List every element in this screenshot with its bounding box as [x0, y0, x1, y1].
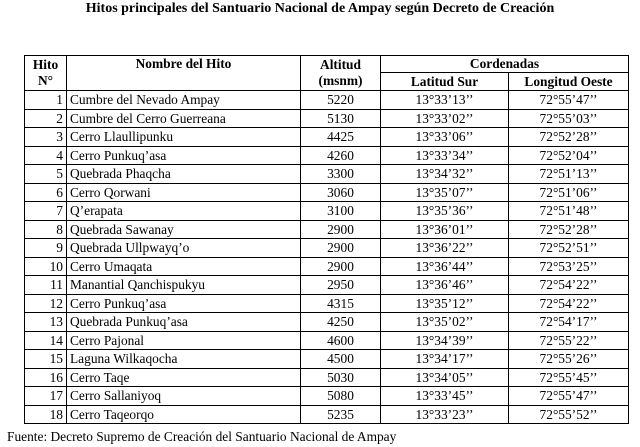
- latitude-cell: 13°33’13’’: [381, 91, 509, 110]
- hito-number-cell: 17: [25, 387, 67, 406]
- hito-number-cell: 1: [25, 91, 67, 110]
- header-hito-line1: Hito: [32, 57, 59, 72]
- table-row: [25, 91, 629, 110]
- longitude-cell: 72°54’17’’: [509, 313, 629, 332]
- hito-number-cell: 8: [25, 220, 67, 239]
- table-row: [25, 128, 629, 147]
- table-header-row: [25, 56, 629, 73]
- hito-number-cell: 5: [25, 165, 67, 184]
- header-coordenadas: Cordenadas: [381, 56, 629, 73]
- longitude-cell: 72°55’45’’: [509, 368, 629, 387]
- table-row: [25, 331, 629, 350]
- altitude-cell: 2900: [301, 239, 381, 258]
- latitude-cell: 13°33’45’’: [381, 387, 509, 406]
- longitude-cell: 72°51’13’’: [509, 165, 629, 184]
- header-altitud-line1: Altitud: [320, 57, 361, 72]
- latitude-cell: 13°34’17’’: [381, 350, 509, 369]
- longitude-cell: 72°52’51’’: [509, 239, 629, 258]
- altitude-cell: 3300: [301, 165, 381, 184]
- altitude-cell: 5130: [301, 109, 381, 128]
- hito-name-cell: Cerro Umaqata: [67, 257, 301, 276]
- longitude-cell: 72°55’26’’: [509, 350, 629, 369]
- hito-number-cell: 9: [25, 239, 67, 258]
- altitude-cell: 4250: [301, 313, 381, 332]
- hito-name-cell: Laguna Wilkaqocha: [67, 350, 301, 369]
- latitude-cell: 13°36’22’’: [381, 239, 509, 258]
- hito-name-cell: Quebrada Ullpwayq’o: [67, 239, 301, 258]
- altitude-cell: 4600: [301, 331, 381, 350]
- latitude-cell: 13°33’34’’: [381, 146, 509, 165]
- header-nombre: Nombre del Hito: [67, 56, 301, 91]
- latitude-cell: 13°36’44’’: [381, 257, 509, 276]
- header-hito: [25, 56, 67, 91]
- altitude-cell: 4500: [301, 350, 381, 369]
- altitude-cell: 4425: [301, 128, 381, 147]
- page-title: Hitos principales del Santuario Nacional de Ampay según Decreto de Creación: [85, 1, 555, 16]
- longitude-cell: 72°55’47’’: [509, 387, 629, 406]
- longitude-cell: 72°55’03’’: [509, 109, 629, 128]
- hito-name-cell: Q’erapata: [67, 202, 301, 221]
- longitude-cell: 72°54’22’’: [509, 294, 629, 313]
- latitude-cell: 13°33’06’’: [381, 128, 509, 147]
- hito-name-cell: Cerro Taqeorqo: [67, 405, 301, 424]
- source-footnote: Fuente: Decreto Supremo de Creación del Santuario Nacional de Ampay: [7, 429, 397, 444]
- longitude-cell: 72°51’06’’: [509, 183, 629, 202]
- hito-number-cell: 6: [25, 183, 67, 202]
- longitude-cell: 72°52’28’’: [509, 220, 629, 239]
- hito-number-cell: 16: [25, 368, 67, 387]
- hito-name-cell: Cumbre del Cerro Guerreana: [67, 109, 301, 128]
- table-row: [25, 257, 629, 276]
- table-row: [25, 405, 629, 424]
- longitude-cell: 72°54’22’’: [509, 276, 629, 295]
- latitude-cell: 13°33’02’’: [381, 109, 509, 128]
- latitude-cell: 13°35’12’’: [381, 294, 509, 313]
- table-row: [25, 202, 629, 221]
- table-row: [25, 220, 629, 239]
- altitude-cell: 2950: [301, 276, 381, 295]
- longitude-cell: 72°51’48’’: [509, 202, 629, 221]
- hito-name-cell: Cerro Qorwani: [67, 183, 301, 202]
- hito-name-cell: Cerro Sallaniyoq: [67, 387, 301, 406]
- hito-name-cell: Cerro Taqe: [67, 368, 301, 387]
- longitude-cell: 72°53’25’’: [509, 257, 629, 276]
- latitude-cell: 13°36’01’’: [381, 220, 509, 239]
- altitude-cell: 4260: [301, 146, 381, 165]
- latitude-cell: 13°34’32’’: [381, 165, 509, 184]
- hito-number-cell: 11: [25, 276, 67, 295]
- hito-number-cell: 18: [25, 405, 67, 424]
- header-altitud-line2: (msnm): [318, 73, 363, 88]
- table-row: [25, 368, 629, 387]
- altitude-cell: 5235: [301, 405, 381, 424]
- latitude-cell: 13°34’39’’: [381, 331, 509, 350]
- latitude-cell: 13°35’36’’: [381, 202, 509, 221]
- longitude-cell: 72°52’04’’: [509, 146, 629, 165]
- hito-number-cell: 15: [25, 350, 67, 369]
- latitude-cell: 13°33’23’’: [381, 405, 509, 424]
- longitude-cell: 72°55’52’’: [509, 405, 629, 424]
- hitos-table: [24, 55, 629, 424]
- longitude-cell: 72°55’22’’: [509, 331, 629, 350]
- header-latitud: Latitud Sur: [381, 73, 509, 91]
- hito-number-cell: 12: [25, 294, 67, 313]
- hito-number-cell: 3: [25, 128, 67, 147]
- latitude-cell: 13°35’02’’: [381, 313, 509, 332]
- table-row: [25, 109, 629, 128]
- latitude-cell: 13°35’07’’: [381, 183, 509, 202]
- table-body: [25, 91, 629, 424]
- table-row: [25, 313, 629, 332]
- table-row: [25, 146, 629, 165]
- hito-name-cell: Quebrada Sawanay: [67, 220, 301, 239]
- latitude-cell: 13°36’46’’: [381, 276, 509, 295]
- table-row: [25, 350, 629, 369]
- table-row: [25, 239, 629, 258]
- altitude-cell: 5080: [301, 387, 381, 406]
- hito-name-cell: Cerro Punkuq’asa: [67, 294, 301, 313]
- altitude-cell: 2900: [301, 220, 381, 239]
- altitude-cell: 4315: [301, 294, 381, 313]
- table-row: [25, 276, 629, 295]
- hito-number-cell: 7: [25, 202, 67, 221]
- hito-name-cell: Quebrada Punkuq’asa: [67, 313, 301, 332]
- hito-number-cell: 14: [25, 331, 67, 350]
- hito-name-cell: Cerro Llaullipunku: [67, 128, 301, 147]
- table-row: [25, 387, 629, 406]
- header-longitud: Longitud Oeste: [509, 73, 629, 91]
- altitude-cell: 3100: [301, 202, 381, 221]
- altitude-cell: 3060: [301, 183, 381, 202]
- hito-name-cell: Cerro Pajonal: [67, 331, 301, 350]
- longitude-cell: 72°52’28’’: [509, 128, 629, 147]
- header-hito-line2: N°: [37, 73, 54, 88]
- longitude-cell: 72°55’47’’: [509, 91, 629, 110]
- latitude-cell: 13°34’05’’: [381, 368, 509, 387]
- hito-number-cell: 10: [25, 257, 67, 276]
- hito-number-cell: 2: [25, 109, 67, 128]
- hito-name-cell: Cerro Punkuq’asa: [67, 146, 301, 165]
- table-row: [25, 294, 629, 313]
- hito-name-cell: Quebrada Phaqcha: [67, 165, 301, 184]
- altitude-cell: 2900: [301, 257, 381, 276]
- hito-number-cell: 4: [25, 146, 67, 165]
- hito-name-cell: Cumbre del Nevado Ampay: [67, 91, 301, 110]
- table-row: [25, 183, 629, 202]
- altitude-cell: 5220: [301, 91, 381, 110]
- altitude-cell: 5030: [301, 368, 381, 387]
- hito-number-cell: 13: [25, 313, 67, 332]
- hito-name-cell: Manantial Qanchispukyu: [67, 276, 301, 295]
- table-row: [25, 165, 629, 184]
- header-altitud: [301, 56, 381, 91]
